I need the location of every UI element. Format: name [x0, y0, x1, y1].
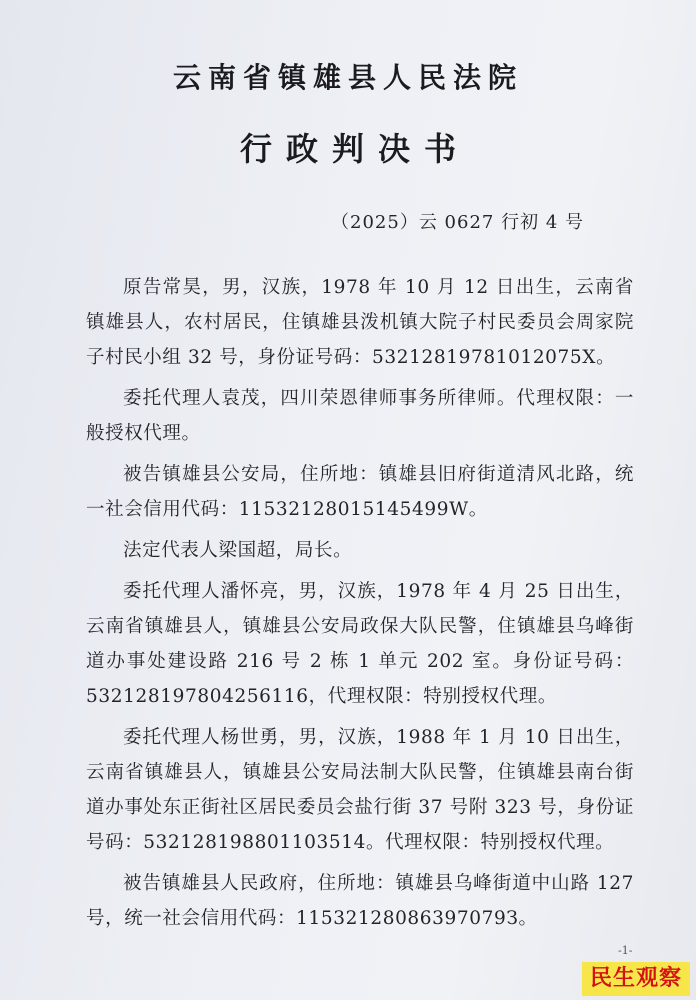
paragraph-plaintiff-agent: 委托代理人袁茂，四川荣恩律师事务所律师。代理权限：一般授权代理。: [86, 388, 634, 444]
paragraph-defendant-agent-1: 委托代理人潘怀亮，男，汉族，1978 年 4 月 25 日出生，云南省镇雄县人，镇雄县公安局政保大队民警，住镇雄县乌峰街道办事处建设路 216 号 2 栋 1 单元 202 室。身份证号码：532128197804256116，代理权限：特别授权代理。: [86, 581, 634, 707]
watermark-logo: 民生观察: [582, 962, 690, 996]
paragraph-plaintiff: 原告常昊，男，汉族，1978 年 10 月 12 日出生，云南省镇雄县人，农村居民，住镇雄县泼机镇大院子村民委员会周家院子村民小组 32 号，身份证号码：53212819781012075X。: [86, 277, 634, 368]
document-title: 行政判决书: [239, 130, 470, 168]
paragraph-defendant-agent-2: 委托代理人杨世勇，男，汉族，1988 年 1 月 10 日出生，云南省镇雄县人，镇雄县公安局法制大队民警，住镇雄县南台街道办事处东正街社区居民委员会盐行街 37 号附 323 号，身份证号码：532128198801103514。代理权限：特别授权代理。: [86, 727, 634, 853]
paragraph-defendant-government: 被告镇雄县人民政府，住所地：镇雄县乌峰街道中山路 127 号，统一社会信用代码：11532128086397079З。: [86, 873, 634, 929]
paragraph-defendant-police: 被告镇雄县公安局，住所地：镇雄县旧府街道清风北路，统一社会信用代码：11532128015145499W。: [86, 464, 634, 520]
court-name: 云南省镇雄县人民法院: [172, 61, 523, 94]
paragraph-legal-representative: 法定代表人梁国超，局长。: [123, 540, 353, 561]
judgment-body: [86, 270, 634, 942]
case-number: （2025）云 0627 行初 4 号: [331, 212, 584, 233]
page-number: -1-: [618, 944, 633, 957]
